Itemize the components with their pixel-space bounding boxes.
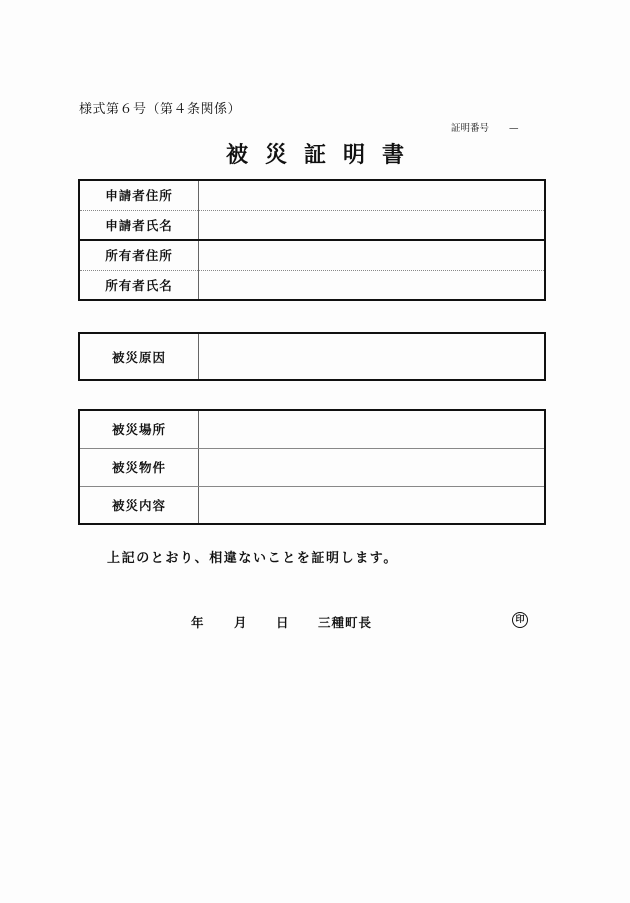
applicant-address-label: 申請者住所 bbox=[79, 180, 199, 210]
year-label: 年 bbox=[191, 615, 204, 630]
damage-cause-table bbox=[78, 332, 546, 381]
damage-location-label: 被災場所 bbox=[79, 410, 199, 448]
table-row bbox=[79, 240, 545, 270]
damage-cause-field[interactable] bbox=[199, 333, 546, 380]
table-row bbox=[79, 448, 545, 486]
month-label: 月 bbox=[234, 615, 247, 630]
owner-name-field[interactable] bbox=[199, 270, 546, 300]
applicant-name-field[interactable] bbox=[199, 210, 546, 240]
owner-address-label: 所有者住所 bbox=[79, 240, 199, 270]
applicant-name-label: 申請者氏名 bbox=[79, 210, 199, 240]
seal-mark: 印 bbox=[512, 612, 528, 628]
damaged-property-field[interactable] bbox=[199, 448, 546, 486]
table-row bbox=[79, 333, 545, 380]
form-number-label: 様式第６号（第４条関係） bbox=[79, 102, 242, 117]
issuer-name: 三種町長 bbox=[318, 615, 373, 630]
damage-detail-table bbox=[78, 409, 546, 525]
certificate-number-label: 証明番号 bbox=[451, 123, 490, 134]
table-row bbox=[79, 486, 545, 524]
table-row bbox=[79, 410, 545, 448]
day-label: 日 bbox=[276, 615, 289, 630]
damage-content-label: 被災内容 bbox=[79, 486, 199, 524]
table-row bbox=[79, 180, 545, 210]
table-row bbox=[79, 270, 545, 300]
damage-content-field[interactable] bbox=[199, 486, 546, 524]
owner-name-label: 所有者氏名 bbox=[79, 270, 199, 300]
table-row bbox=[79, 210, 545, 240]
certificate-number bbox=[451, 120, 519, 134]
certificate-number-dash: — bbox=[509, 123, 519, 134]
applicant-address-field[interactable] bbox=[199, 180, 546, 210]
damage-location-field[interactable] bbox=[199, 410, 546, 448]
owner-address-field[interactable] bbox=[199, 240, 546, 270]
applicant-owner-table bbox=[78, 179, 546, 301]
damage-cause-label: 被災原因 bbox=[79, 333, 199, 380]
document-title: 被災証明書 bbox=[225, 143, 421, 168]
damaged-property-label: 被災物件 bbox=[79, 448, 199, 486]
certification-statement: 上記のとおり、相違ないことを証明します。 bbox=[107, 551, 398, 566]
